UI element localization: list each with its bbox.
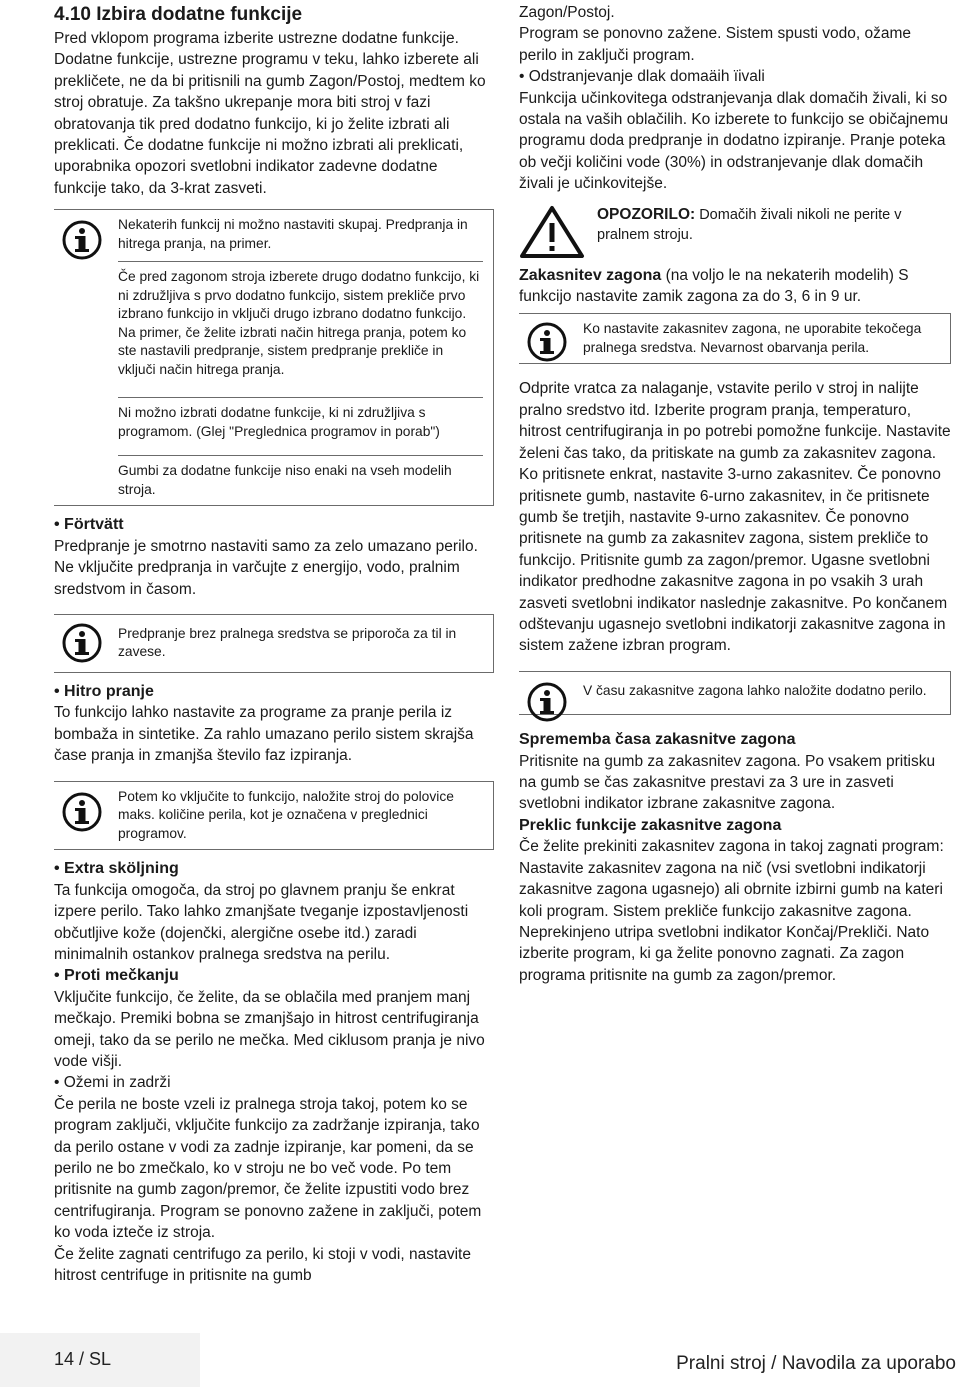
info-icon bbox=[527, 682, 567, 722]
option-text-ozemi-2: Če želite zagnati centrifugo za perilo, ki stoji v vodi, nastavite hitrost centrifuge in pritisnite na gumb bbox=[54, 1245, 471, 1285]
warning-label: OPOZORILO: bbox=[597, 205, 696, 223]
delay-intro: (na voljo le na nekaterih modelih) S funkcijo nastavite zamik zagona za do 3, 6 in 9 ur. bbox=[519, 266, 909, 306]
option-title-fortvatt: • Förtvätt bbox=[54, 516, 124, 534]
option-text-proti: Vključite funkcijo, če želite, da se oblačila med pranjem manj mečkajo. Premiki bobna se zmanjšajo in hitrost centrifugiranja omeji, tako da se perilo ne mečka. Med ciklusom pranja je nivo vode višji. bbox=[54, 988, 485, 1071]
warning-text: Domačih živali nikoli ne perite v pralnem stroju. bbox=[597, 206, 902, 243]
info-note-prewash bbox=[54, 614, 494, 673]
info-note-quickwash bbox=[54, 781, 494, 851]
option-title-hitro: • Hitro pranje bbox=[54, 682, 154, 700]
warning-box bbox=[519, 205, 951, 255]
cancel-title: Preklic funkcije zakasnitve zagona bbox=[519, 816, 782, 834]
option-text-ozemi: Če perila ne boste vzeli iz pralnega stroja takoj, potem ko se program zaključi, vključite funkcijo za zadržanje izpiranja, tako da perilo ostane v vodi za zadnje izpiranje, kar pomeni, da se perilo ne bo zmečkalo, ko v stroju ne bo več vode. Po tem pritisnite na gumb zagon/premor, če želite izpustiti vodo brez centrifugiranja. Program se ponovno zažene in zaključi, potem ko voda izteče iz stroja. bbox=[54, 1095, 482, 1242]
change-title: Sprememba časa zakasnitve zagona bbox=[519, 731, 796, 749]
option-text-extra: Ta funkcija omogoča, da stroj po glavnem pranju še enkrat izpere perilo. Tako lahko zmanjšate tveganje izpostavljenosti občutljive kože (dojenčki, alergične osebe itd.) zaradi minimalnih ostankov pralnega sredstva na perilu. bbox=[54, 881, 469, 963]
note-text: Gumbi za dodatne funkcije niso enaki na vseh modelih stroja. bbox=[118, 463, 452, 497]
cancel-text: Če želite prekiniti zakasnitev zagona in takoj zagnati program: Nastavite zakasnitev zagona na nič (vsi svetlobni indikatorji zakasnitve zagona ugasnejo) ali obrnite izbirni gumb na kateri koli program. Sistem prekliče funkcijo zakasnitve zagona. Neprekinjeno utripa svetlobni indikator Končaj/Prekliči. Nato izberite program, ki ga želite ponovno zagnati. Za zagon programa pritisnite na gumb za zagon/premor. bbox=[519, 838, 944, 984]
option-title-extra: • Extra sköljning bbox=[54, 860, 179, 878]
right-column bbox=[519, 0, 951, 986]
footer-page-box bbox=[0, 1333, 200, 1387]
option-text-hitro: To funkcijo lahko nastavite za programe za pranje perila iz bombaža in sintetike. Za rahlo umazano perilo sistem skrajša čase pranja in zmanjša število faz izpiranja. bbox=[54, 704, 474, 765]
option-title-proti: • Proti mečkanju bbox=[54, 967, 179, 985]
note-text: V času zakasnitve zagona lahko naložite dodatno perilo. bbox=[583, 682, 927, 698]
option-title-ozemi: • Ožemi in zadrži bbox=[54, 1074, 171, 1092]
note-text: Ko nastavite zakasnitev zagona, ne uporabite tekočega pralnega sredstva. Nevarnost obarvanja perila. bbox=[583, 321, 922, 355]
note-text: Potem ko vključite to funkcijo, naložite stroj do polovice maks. količine perila, kot je označena v preglednici programov. bbox=[118, 788, 454, 841]
note-text: Če pred zagonom stroja izberete drugo dodatno funkcijo, ki ni združljiva s prvo dodatno funkcijo, sistem prekliče prvo izbrano funkcijo in vključi drugo izbrano dodatno funkcijo. Na primer, če želite izbrati način hitrega pranja, potem ko ste nastavili predpranje, sistem predpranje prekliče in vključi način hitrega pranja. bbox=[118, 269, 480, 377]
option-text-fortvatt: Predpranje je smotrno nastaviti samo za zelo umazano perilo. Ne vključite predpranja in varčujte z energijo, vodo, pralnim sredstvom in časom. bbox=[54, 537, 478, 598]
intro-text: Pred vklopom programa izberite ustrezne dodatne funkcije. Dodatne funkcije, ustrezne programu v teku, lahko izberete ali prekličete, ne da bi pritisnili na gumb Zagon/Postoj, medtem ko stroj obratuje. Za takšno ukrepanje mora biti stroj v fazi obratovanja tik pred dodatno funkcijo, ki jo želite izbrati ali preklicati. Če dodatne funkcije ni možno izbrati ali preklicati, uporabnika opozori svetlobni indikator zadevne dodatne funkcije tako, da 3-krat zasveti. bbox=[54, 30, 486, 197]
info-note-delay-load bbox=[519, 671, 951, 716]
option-title-pet: • Odstranjevanje dlak domaäih ïivali bbox=[519, 68, 765, 86]
page-number: 14 / SL bbox=[54, 1349, 112, 1369]
note-text: Ni možno izbrati dodatne funkcije, ki ni združljiva s programom. (Glej "Preglednica programov in porab") bbox=[118, 405, 440, 439]
option-text-pet: Funkcija učinkovitega odstranjevanja dlak domačih živali, ki so ostala na vaših oblačilih. Ko izberete to funkcijo se običajnemu programu doda predpranje in dodatno izpiranje. Pranje poteka ob večji količini vode (30%) in odstranjevanje dlak domačih živali je učinkovitejše. bbox=[519, 89, 949, 193]
note-text: Predpranje brez pralnega sredstva se priporoča za til in zavese. bbox=[118, 625, 457, 660]
continued-text-2: Program se ponovno zažene. Sistem spusti vodo, ožame perilo in zaključi program. bbox=[519, 25, 912, 64]
warning-icon bbox=[519, 205, 585, 259]
delay-text: Odprite vratca za nalaganje, vstavite perilo v stroj in nalijte pralno sredstvo itd. Izberite program pranja, temperaturo, hitrost centrifugiranja in po potrebi pomožne funkcije. Nastavite želeni čas tako, da pritiskate na gumb za zakasnitev zagona. Ko pritisnete enkrat, nastavite 3-urno zakasnitev. Če ponovno pritisnete gumb, nastavite 6-urno zakasnitev, in če pritisnete gumb še tretjih, nastavite 9-urno zakasnitev. Če ponovno pritisnete na gumb za zakasnitev zagona, sistem prekliče to funkcijo. Pritisnite gumb za zagon/premor. Ugasne svetlobni indikator predhodne zakasnitve zagona in po vsakih 3 urah zasveti svetlobni indikator naslednje zakasnitve. Po končanem odštevanju ugasnejo svetlobni indikatorji zakasnitve zagona in sistem zažene izbran program. bbox=[519, 380, 951, 655]
info-icon bbox=[62, 220, 102, 260]
footer-doc-title: Pralni stroj / Navodila za uporabo bbox=[676, 1353, 956, 1374]
section-heading: 4.10 Izbira dodatne funkcije bbox=[54, 4, 303, 25]
info-note-compatibility bbox=[54, 209, 494, 506]
info-icon bbox=[62, 623, 102, 663]
info-note-delay bbox=[519, 313, 951, 364]
info-icon bbox=[62, 792, 102, 832]
note-text: Nekaterih funkcij ni možno nastaviti skupaj. Predpranja in hitrega pranja, na primer. bbox=[118, 217, 468, 251]
continued-text: Zagon/Postoj. bbox=[519, 4, 615, 21]
delay-title: Zakasnitev zagona bbox=[519, 266, 662, 284]
left-column bbox=[54, 0, 494, 1287]
info-icon bbox=[527, 322, 567, 362]
change-text: Pritisnite na gumb za zakasnitev zagona. Po vsakem pritisku na gumb se čas zakasnitve prestavi za 3 ure in zasveti svetlobni indikator izbrane zakasnitve zagona. bbox=[519, 752, 936, 813]
